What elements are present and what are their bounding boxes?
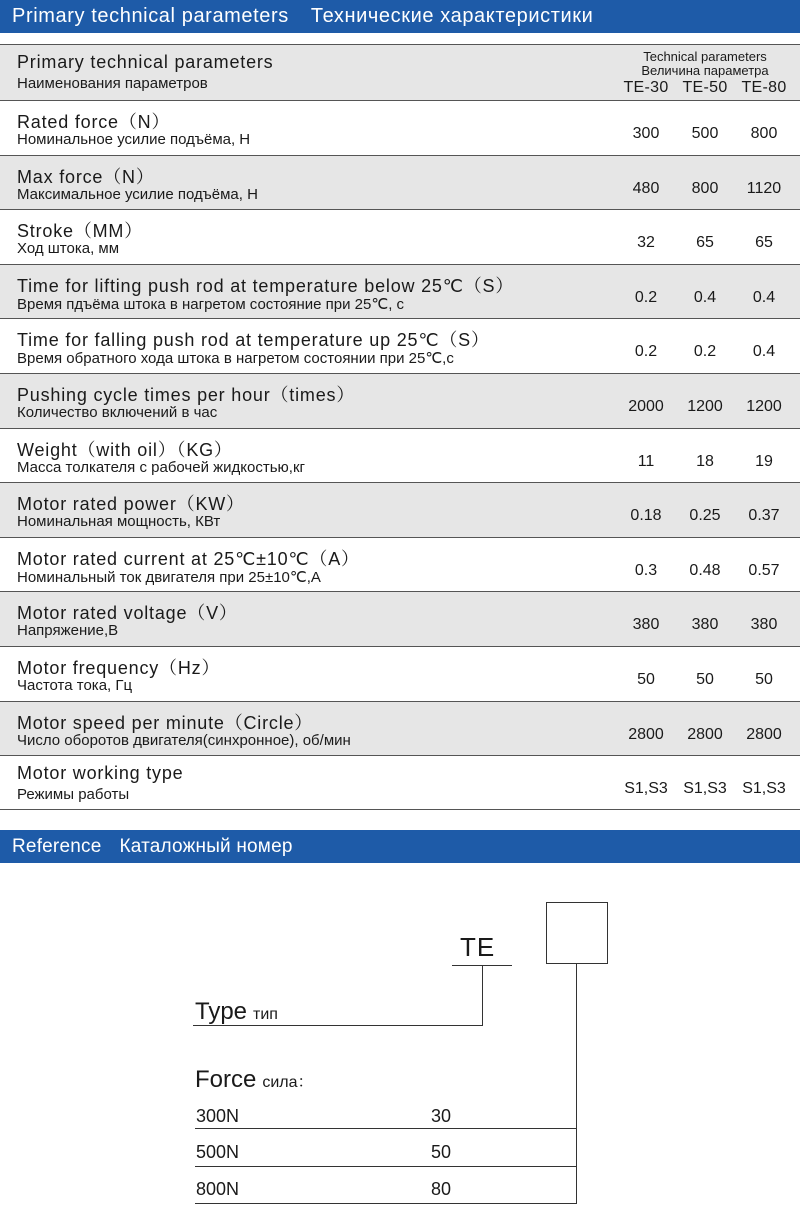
table-row <box>0 591 800 646</box>
header-param-title <box>610 50 800 78</box>
value-te80: 50 <box>755 670 773 688</box>
row-label-ru: Время пдъёма штока в нагретом состояние при 25℃, с <box>17 295 405 313</box>
row-label-en: Rated force（N） <box>17 112 171 132</box>
row-label-en: Motor working type <box>17 763 184 784</box>
row-label-ru: Максимальное усилие подъёма, Н <box>17 185 258 203</box>
value-te80: S1,S3 <box>742 780 786 798</box>
row-label-ru: Частота тока, Гц <box>17 676 133 694</box>
row-label-en: Max force（N） <box>17 166 155 187</box>
row-label-en: Motor rated current at 25℃±10℃（A） <box>17 548 360 569</box>
row-label-ru: Номинальный ток двигателя при 25±10℃,A <box>17 568 321 586</box>
value-te50: 50 <box>696 670 714 688</box>
table-row <box>0 755 800 810</box>
force-option-line <box>195 1166 577 1167</box>
row-label-en: Motor rated voltage（V） <box>17 603 238 624</box>
value-te30: 480 <box>632 179 660 197</box>
row-label-ru: Напряжение,В <box>17 622 119 640</box>
force-option-label: 300N <box>196 1106 240 1126</box>
row-values <box>616 125 796 149</box>
value-te30: 2800 <box>628 725 664 743</box>
header-models <box>616 79 796 99</box>
table-row <box>0 100 800 155</box>
section-title-en: Primary technical parameters <box>12 5 289 27</box>
value-te50: 18 <box>696 452 714 470</box>
reference-prefix: TE <box>460 932 496 962</box>
table-header-row <box>0 44 800 100</box>
section-header-reference <box>0 830 800 863</box>
force-option-code: 30 <box>431 1106 452 1126</box>
table-row <box>0 209 800 264</box>
force-option-line <box>195 1128 577 1129</box>
value-te80: 0.37 <box>748 507 780 525</box>
row-label-ru: Число оборотов двигателя(синхронное), об/мин <box>17 731 351 749</box>
value-te50: S1,S3 <box>683 780 727 798</box>
reference-title-ru: Каталожный номер <box>119 836 293 857</box>
value-te50: 0.48 <box>689 561 721 579</box>
table-row <box>0 428 800 483</box>
value-te80: 2800 <box>746 725 782 743</box>
section-header-parameters <box>0 0 800 33</box>
row-label-ru: Время обратного хода штока в нагретом состоянии при 25℃,с <box>17 350 454 368</box>
header-param-en: Technical parameters <box>643 49 767 64</box>
value-te30: 11 <box>637 452 655 470</box>
type-label <box>195 998 278 1026</box>
value-te30: 0.2 <box>634 288 658 306</box>
row-values <box>616 234 796 258</box>
reference-diagram <box>0 870 800 1219</box>
header-param-ru: Величина параметра <box>641 63 769 78</box>
table-row <box>0 482 800 537</box>
value-te30: 0.2 <box>634 343 658 361</box>
value-te30: 50 <box>637 670 655 688</box>
code-connector <box>576 964 577 1204</box>
type-label-ru: тип <box>253 1006 278 1023</box>
force-option-code: 50 <box>431 1142 452 1162</box>
reference-title-en: Reference <box>12 836 102 857</box>
header-name-en: Primary technical parameters <box>17 52 274 72</box>
model-te30: TE-30 <box>623 79 669 96</box>
header-name-ru: Наименования параметров <box>17 75 208 92</box>
row-label-ru: Количество включений в час <box>17 403 218 421</box>
row-values <box>616 180 796 204</box>
force-option-label: 800N <box>196 1179 240 1199</box>
row-values <box>616 616 796 640</box>
row-label-en: Stroke（MM） <box>17 221 144 242</box>
value-te30: S1,S3 <box>624 780 668 798</box>
value-te80: 800 <box>750 125 778 142</box>
force-label-en: Force <box>195 1066 257 1093</box>
force-option-line <box>195 1203 577 1204</box>
row-values <box>616 671 796 695</box>
table-row <box>0 264 800 319</box>
value-te50: 0.4 <box>693 288 717 306</box>
row-label-ru: Номинальная мощность, КВт <box>17 513 221 531</box>
row-label-ru: Ход штока, мм <box>17 240 120 258</box>
table-row <box>0 646 800 701</box>
row-label-en: Weight（with oil）（KG） <box>17 439 233 460</box>
force-label <box>195 1066 314 1094</box>
row-label-en: Time for falling push rod at temperature up 25℃（S） <box>17 330 490 351</box>
row-values <box>616 343 796 367</box>
row-values <box>616 726 796 750</box>
row-label-en: Pushing cycle times per hour（times） <box>17 384 356 405</box>
row-values <box>616 453 796 477</box>
value-te80: 1200 <box>746 397 782 415</box>
section-title-ru: Технические характеристики <box>310 5 594 27</box>
force-option-code: 80 <box>431 1179 452 1199</box>
value-te30: 0.18 <box>630 507 662 525</box>
value-te30: 0.3 <box>634 561 658 579</box>
table-row <box>0 373 800 428</box>
row-label-en: Motor rated power（KW） <box>17 494 245 515</box>
row-values <box>616 398 796 422</box>
table-row <box>0 155 800 210</box>
model-te80: TE-80 <box>741 79 787 96</box>
row-label-en: Time for lifting push rod at temperature below 25℃（S） <box>17 275 515 296</box>
row-label-ru: Режимы работы <box>17 786 130 804</box>
value-te80: 1120 <box>746 179 782 197</box>
table-row <box>0 537 800 592</box>
value-te30: 380 <box>632 616 660 634</box>
value-te80: 0.4 <box>752 288 776 306</box>
value-te50: 2800 <box>687 725 723 743</box>
force-option-label: 500N <box>196 1142 240 1162</box>
row-values <box>616 562 796 586</box>
table-row <box>0 701 800 756</box>
table-row <box>0 318 800 373</box>
value-te80: 19 <box>755 452 773 470</box>
value-te80: 65 <box>755 234 773 252</box>
value-te50: 380 <box>691 616 719 634</box>
row-label-ru: Номинальное усилие подъёма, Н <box>17 131 251 148</box>
value-te50: 0.2 <box>693 343 717 361</box>
value-te30: 300 <box>632 125 660 142</box>
value-te30: 2000 <box>628 397 664 415</box>
value-te50: 1200 <box>687 397 723 415</box>
parameters-table <box>0 44 800 810</box>
row-label-en: Motor speed per minute（Circle） <box>17 712 314 733</box>
prefix-connector <box>482 965 483 1025</box>
row-values <box>616 780 796 804</box>
value-te50: 65 <box>696 234 714 252</box>
code-box <box>546 902 608 964</box>
row-values <box>616 507 796 531</box>
value-te80: 0.4 <box>752 343 776 361</box>
model-te50: TE-50 <box>682 79 728 96</box>
row-values <box>616 289 796 313</box>
value-te80: 0.57 <box>748 561 780 579</box>
value-te50: 0.25 <box>689 507 721 525</box>
row-label-en: Motor frequency（Hz） <box>17 657 221 678</box>
force-label-ru: сила： <box>262 1074 314 1091</box>
type-label-en: Type <box>195 998 248 1025</box>
row-label-ru: Масса толкателя с рабочей жидкостью,кг <box>17 458 306 476</box>
value-te50: 500 <box>691 125 719 142</box>
value-te80: 380 <box>750 616 778 634</box>
value-te50: 800 <box>691 179 719 197</box>
value-te30: 32 <box>637 234 655 252</box>
